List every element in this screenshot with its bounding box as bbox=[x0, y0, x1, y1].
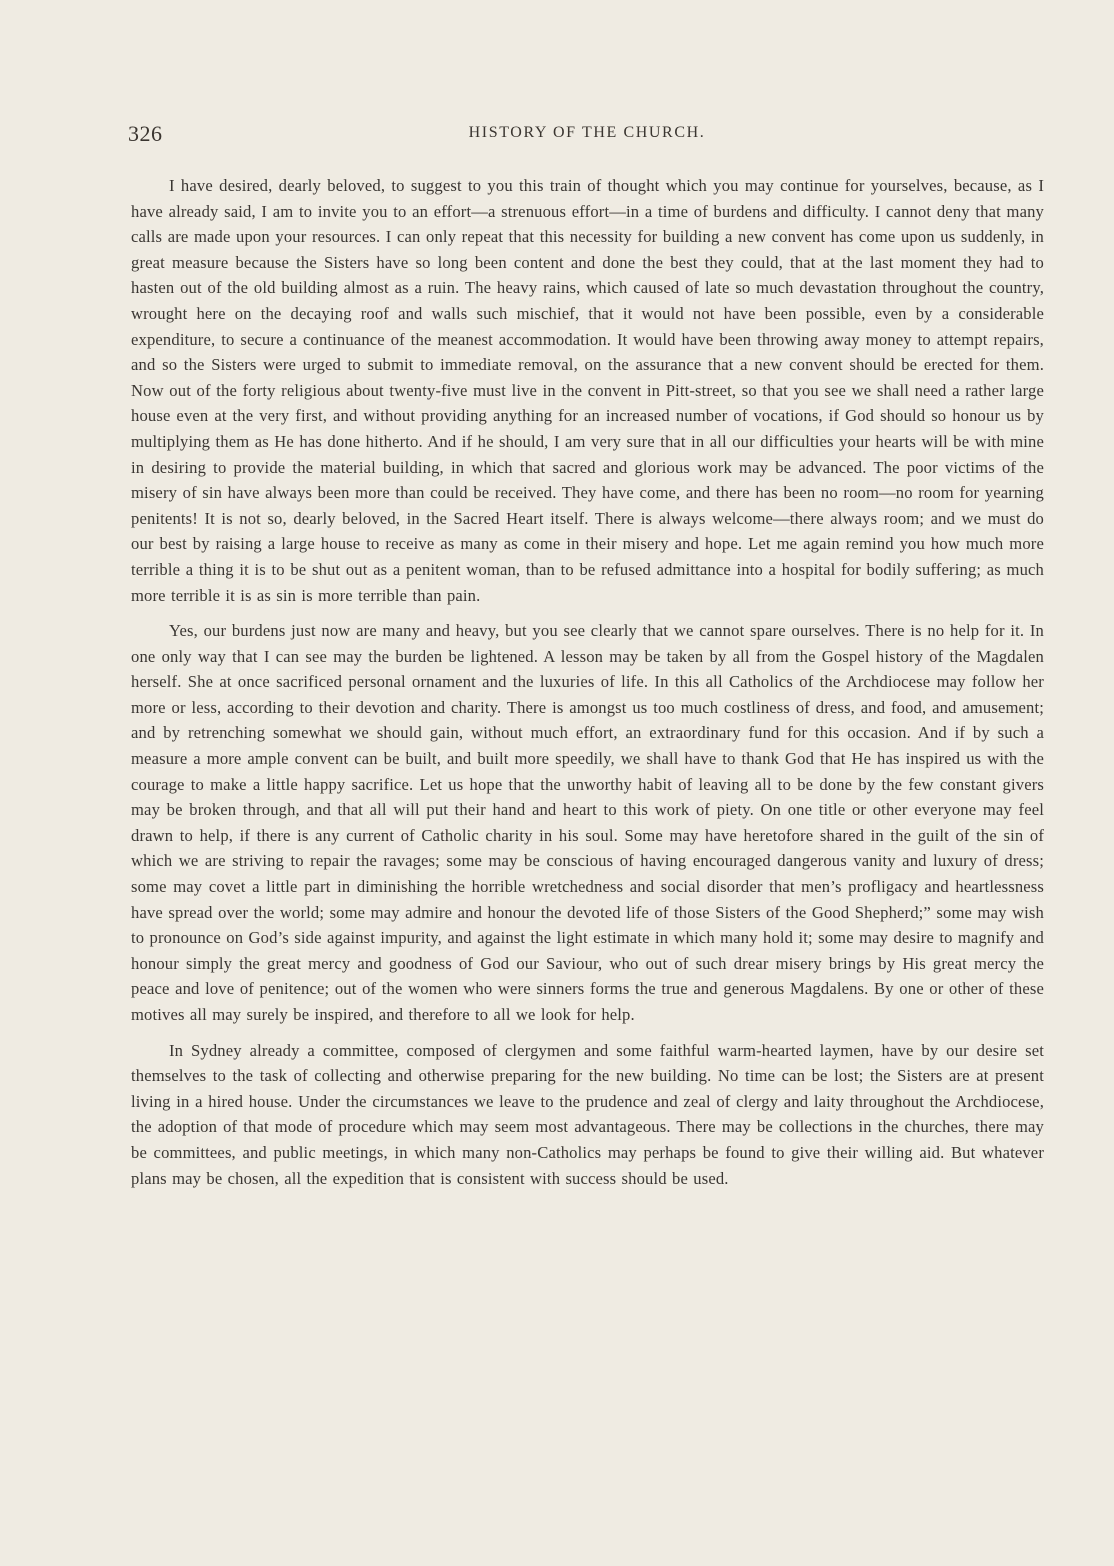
running-title: HISTORY OF THE CHURCH. bbox=[468, 124, 706, 141]
body-text bbox=[131, 173, 1044, 1201]
running-head bbox=[128, 121, 1046, 147]
paragraph: I have desired, dearly beloved, to suggest to you this train of thought which you may continue for yourselves, because, as I have already said, I am to invite you to an effort—a strenuous effort—in a time of burdens and difficulty. I cannot deny that many calls are made upon your resources. I can only repeat that this necessity for building a new convent has come upon us suddenly, in great measure because the Sisters have so long been content and done the best they could, that at the last moment they had to hasten out of the old building almost as a ruin. The heavy rains, which caused of late so much devastation throughout the country, wrought here on the decaying roof and walls such mischief, that it would not have been possible, even by a considerable expenditure, to secure a continuance of the meanest accommodation. It would have been throwing away money to attempt repairs, and so the Sisters were urged to submit to immediate removal, on the assurance that a new convent should be erected for them. Now out of the forty religious about twenty-five must live in the convent in Pitt-street, so that you see we shall need a rather large house even at the very first, and without providing anything for an increased number of vocations, if God should so honour us by multiplying them as He has done hitherto. And if he should, I am very sure that in all our difficulties your hearts will be with mine in desiring to provide the material building, in which that sacred and glorious work may be advanced. The poor victims of the misery of sin have always been more than could be received. They have come, and there has been no room—no room for yearning penitents! It is not so, dearly beloved, in the Sacred Heart itself. There is always welcome—there always room; and we must do our best by raising a large house to receive as many as come in their misery and hope. Let me again remind you how much more terrible a thing it is to be shut out as a penitent woman, than to be refused admittance into a hospital for bodily suffering; as much more terrible it is as sin is more terrible than pain. bbox=[131, 176, 1044, 605]
paragraph: Yes, our burdens just now are many and heavy, but you see clearly that we cannot spare ourselves. There is no help for it. In one only way that I can see may the burden be lightened. A lesson may be taken by all from the Gospel history of the Magdalen herself. She at once sacrificed personal ornament and the luxuries of life. In this all Catholics of the Archdiocese may follow her more or less, according to their devotion and charity. There is amongst us too much costliness of dress, and food, and amusement; and by retrenching somewhat we should gain, without much effort, an extraordinary fund for this occasion. And if by such a measure a more ample convent can be built, and built more speedily, we shall have to thank God that He has inspired us with the courage to make a little happy sacrifice. Let us hope that the unworthy habit of leaving all to be done by the few constant givers may be broken through, and that all will put their hand and heart to this work of piety. On one title or other everyone may feel drawn to help, if there is any current of Catholic charity in his soul. Some may have heretofore shared in the guilt of the sin of which we are striving to repair the ravages; some may be conscious of having encouraged dangerous vanity and luxury of dress; some may covet a little part in diminishing the horrible wretchedness and social disorder that men’s profligacy and heartlessness have spread over the world; some may admire and honour the devoted life of those Sisters of the Good Shepherd;” some may wish to pronounce on God’s side against impurity, and against the light estimate in which many hold it; some may desire to magnify and honour simply the great mercy and goodness of God our Saviour, who out of such drear misery brings by His great mercy the peace and love of penitence; out of the women who were sinners forms the true and generous Magdalens. By one or other of these motives all may surely be inspired, and therefore to all we look for help. bbox=[131, 621, 1044, 1024]
paragraph: In Sydney already a committee, composed of clergymen and some faithful warm-hearted laymen, have by our desire set themselves to the task of collecting and otherwise preparing for the new building. No time can be lost; the Sisters are at present living in a hired house. Under the circumstances we leave to the prudence and zeal of clergy and laity throughout the Archdiocese, the adoption of that mode of procedure which may seem most advantageous. There may be collections in the churches, there may be committees, and public meetings, in which many non-Catholics may perhaps be found to give their willing aid. But whatever plans may be chosen, all the expedition that is consistent with success should be used. bbox=[131, 1040, 1044, 1188]
page-number: 326 bbox=[128, 121, 163, 146]
